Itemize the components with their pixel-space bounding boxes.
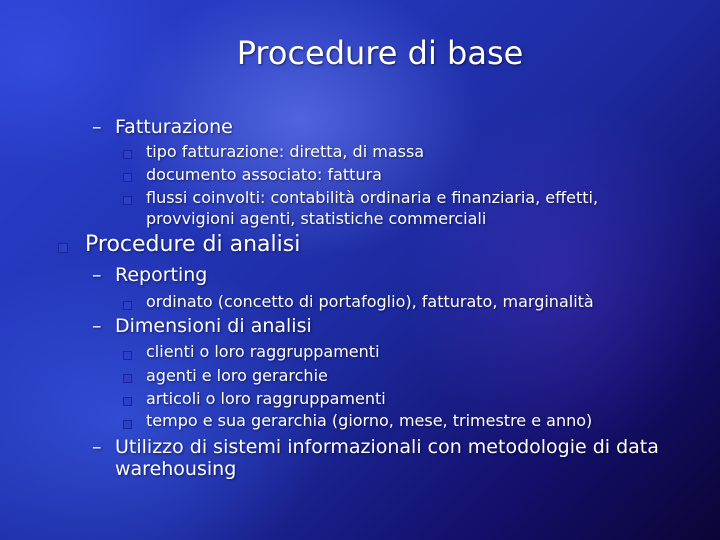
square-bullet-icon: [123, 196, 132, 205]
list-item: clienti o loro raggruppamenti: [146, 342, 380, 361]
square-bullet-icon: [123, 374, 132, 383]
list-item: articoli o loro raggruppamenti: [146, 389, 386, 408]
list-item: tipo fatturazione: diretta, di massa: [146, 142, 425, 161]
square-bullet-icon: [123, 173, 132, 182]
square-bullet-icon: [123, 351, 132, 360]
dash-bullet: –: [92, 264, 102, 286]
list-item: agenti e loro gerarchie: [146, 366, 328, 385]
section-label-fatturazione: Fatturazione: [115, 116, 233, 138]
list-item: flussi coinvolti: contabilità ordinaria e finanziaria, effetti,: [146, 188, 599, 207]
list-item: tempo e sua gerarchia (giorno, mese, trimestre e anno): [146, 411, 593, 430]
square-bullet-icon: [58, 243, 68, 253]
dash-bullet: –: [92, 436, 102, 458]
square-bullet-icon: [123, 397, 132, 406]
subsection-label-dimensioni: Dimensioni di analisi: [115, 315, 312, 337]
dash-bullet: –: [92, 315, 102, 337]
subsection-label-reporting: Reporting: [115, 264, 208, 286]
list-item-continuation: provvigioni agenti, statistiche commerciali: [146, 209, 487, 228]
dash-bullet: –: [92, 116, 102, 138]
square-bullet-icon: [123, 420, 132, 429]
subsection-label-continuation: warehousing: [115, 458, 237, 480]
slide-title: Procedure di base: [236, 34, 524, 72]
square-bullet-icon: [123, 301, 132, 310]
section-label-procedure-di-analisi: Procedure di analisi: [85, 232, 301, 257]
square-bullet-icon: [123, 150, 132, 159]
list-item: documento associato: fattura: [146, 165, 382, 184]
subsection-label-utilizzo: Utilizzo di sistemi informazionali con metodologie di data: [115, 436, 659, 458]
list-item: ordinato (concetto di portafoglio), fatturato, marginalità: [146, 292, 594, 311]
